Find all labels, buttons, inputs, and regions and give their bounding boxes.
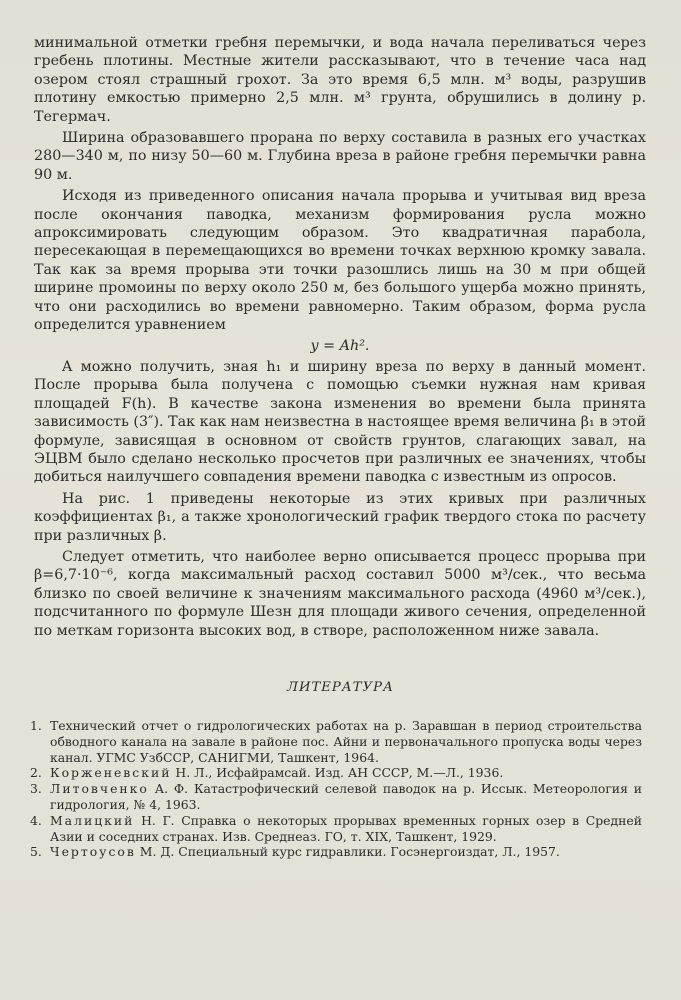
literature-heading: ЛИТЕРАТУРА	[287, 680, 394, 695]
paragraph-3: Исходя из приведенного описания начала прорыва и учитывая вид вреза после окончания паводка, механизм формирования русла можно апроксимировать следующим образом. Это квадратичная парабола, пересекающая в перемещающихся во времени точках верхнюю кромку завала. Так как за время прорыва эти точки разошлись лишь на 30 м при общей ширине промоины по верху около 250 м, без большого ущерба можно принять, что они расходились во времени равномерно. Таким образом, форма русла определится уравнением	[34, 188, 646, 334]
paragraph-1: минимальной отметки гребня перемычки, и вода начала переливаться через гребень плотины. Местные жители рассказывают, что в течение часа над озером стоял страшный грохот. За это время 6,5 млн. м³ воды, разрушив плотину емкостью примерно 2,5 млн. м³ грунта, обрушились в долину р. Тегермач.	[34, 35, 646, 125]
reference-author: Малицкий	[50, 812, 135, 828]
reference-author: Литовченко	[50, 781, 149, 797]
paragraph-2: Ширина образовавшего прорана по верху составила в разных его участках 280—340 м, по низу 50—60 м. Глубина вреза в районе гребня перемычки равна 90 м.	[34, 130, 646, 183]
reference-item	[30, 765, 642, 781]
reference-item	[30, 813, 642, 845]
reference-number: 3.	[30, 781, 42, 797]
reference-text	[50, 718, 642, 765]
reference-body: Технический отчет о гидрологических работах на р. Заравшан в период строительства обводного канала на завале в районе пос. Айни и первоначального пропуска воды через канал. УГМС УзбССР, САНИГМИ, Ташкент, 1964.	[50, 718, 642, 765]
main-text	[34, 34, 646, 640]
reference-number: 5.	[30, 844, 42, 860]
reference-number: 2.	[30, 765, 42, 781]
paragraph-5: На рис. 1 приведены некоторые из этих кривых при различных коэффициентах β₁, а также хронологический график твердого стока по расчету при различных β.	[34, 490, 646, 544]
reference-author: Корженевский	[50, 765, 172, 781]
reference-text	[50, 813, 642, 845]
reference-author: Чертоусов	[50, 844, 136, 860]
paragraph-6: Следует отметить, что наиболее верно описывается процесс прорыва при β=6,7·10⁻⁶, когда максимальный расход составил 5000 м³/сек., что весьма близко по своей величине к значениям максимального расхода (4960 м³/сек.), подсчитанного по формуле Шезн для площади живого сечения, определенной по меткам горизонта высоких вод, в створе, расположенном ниже завала.	[34, 548, 646, 639]
reference-body: М. Д. Специальный курс гидравлики. Госэнергоиздат, Л., 1957.	[135, 844, 560, 860]
reference-item	[30, 844, 642, 860]
formula: y = Ah².	[310, 337, 370, 354]
reference-item	[30, 718, 642, 765]
reference-text	[50, 781, 642, 813]
reference-text	[50, 765, 642, 781]
paragraph-4: A можно получить, зная h₁ и ширину вреза по верху в данный момент. После прорыва была получена с помощью съемки нужная нам кривая площадей F(h). В качестве закона изменения во времени была принята зависимость (3″). Так как нам неизвестна в настоящее время величина β₁ в этой формуле, зависящая в основном от свойств грунтов, слагающих завал, на ЭЦВМ было сделано несколько просчетов при различных ее значениях, чтобы добиться наилучшего совпадения времени паводка с известным из опросов.	[34, 358, 646, 486]
reference-body: Н. Г. Справка о некоторых прорывах временных горных озер в Средней Азии и соседних странах. Изв. Среднеаз. ГО, т. XIX, Ташкент, 1929.	[50, 812, 642, 844]
reference-number: 4.	[30, 812, 42, 828]
reference-number: 1.	[30, 718, 42, 733]
reference-body: А. Ф. Катастрофический селевой паводок на р. Иссык. Метеорология и гидрология, № 4, 1963.	[50, 781, 642, 812]
reference-list	[30, 718, 642, 860]
reference-body: Н. Л., Исфайрамсай. Изд. АН СССР, М.—Л., 1936.	[171, 765, 504, 781]
reference-text	[50, 844, 642, 860]
reference-item	[30, 781, 642, 813]
